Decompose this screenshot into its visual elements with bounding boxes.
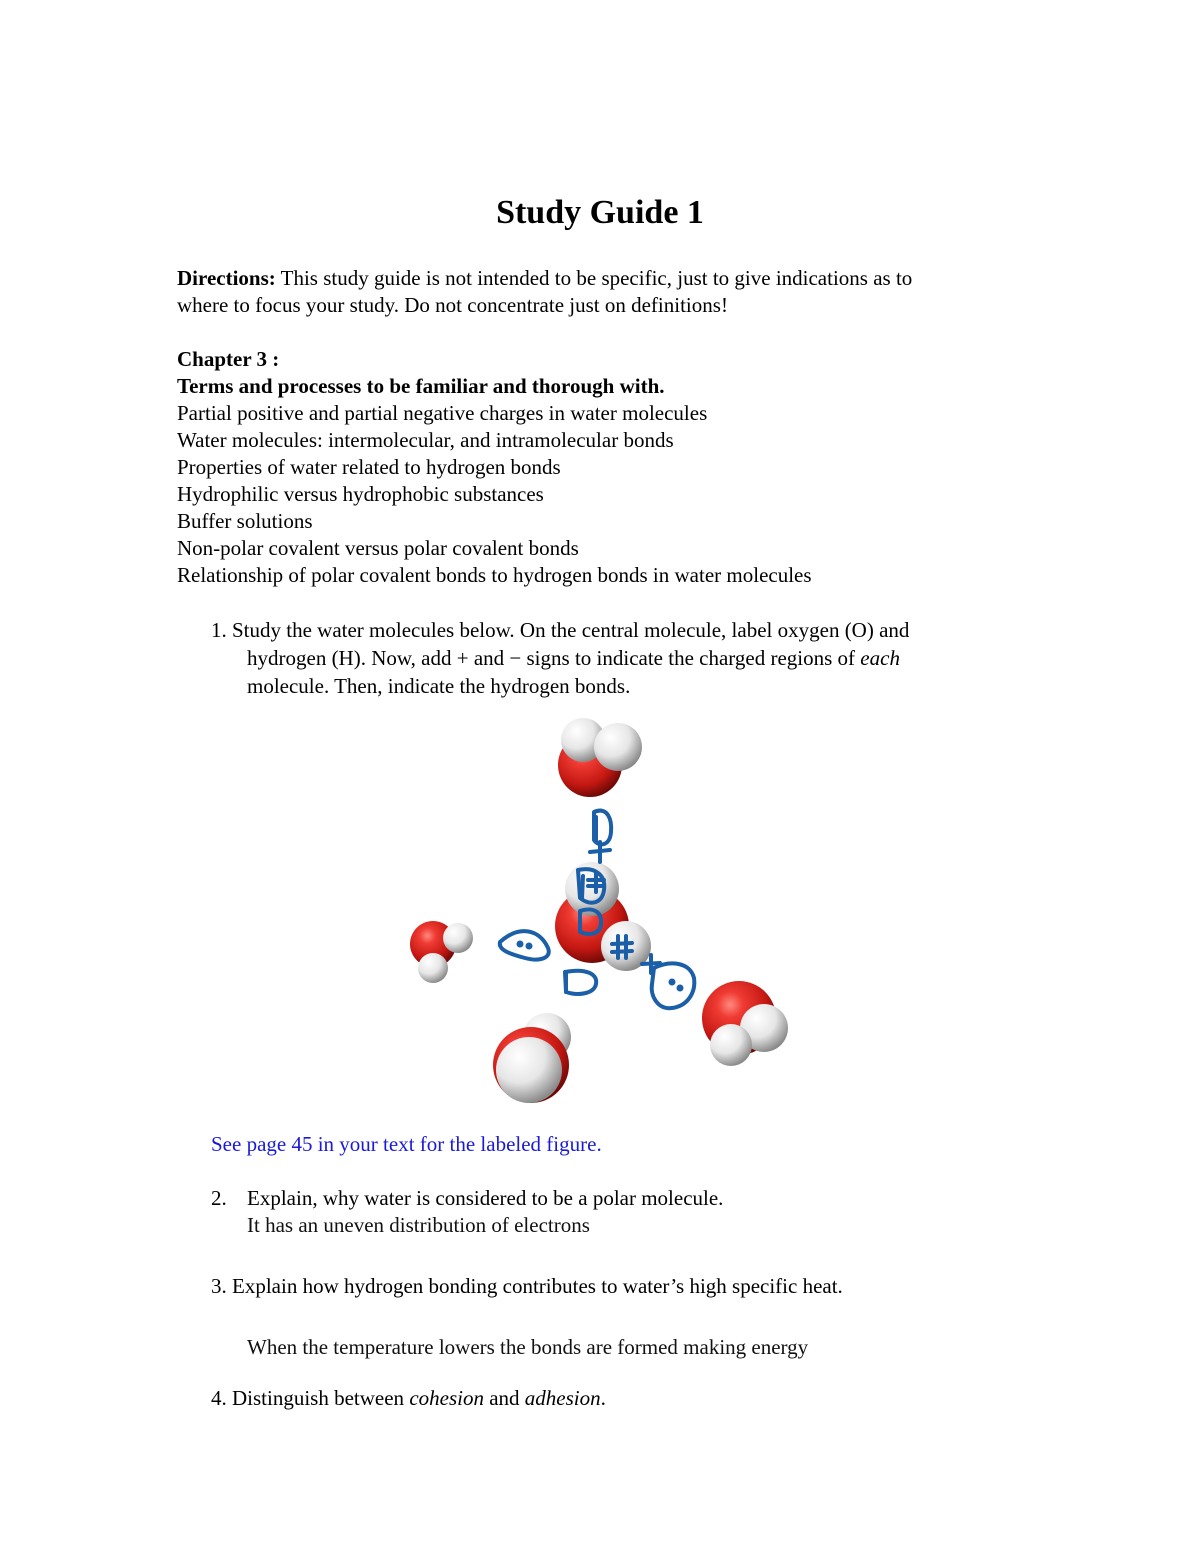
ink-mark xyxy=(519,943,522,946)
question-4-prefix: 4. Distinguish between xyxy=(211,1386,410,1410)
term-item: Partial positive and partial negative charges in water molecules xyxy=(177,401,708,425)
question-4-term-adhesion: adhesion xyxy=(524,1386,601,1410)
hydrogen-atom xyxy=(418,953,448,983)
question-1-line-3: molecule. Then, indicate the hydrogen bonds. xyxy=(247,674,631,698)
page-title: Study Guide 1 xyxy=(496,194,704,231)
ink-mark xyxy=(679,987,682,990)
ink-mark xyxy=(652,963,695,1008)
hydrogen-atom xyxy=(496,1037,562,1103)
ink-mark xyxy=(565,971,596,994)
term-item: Water molecules: intermolecular, and intramolecular bonds xyxy=(177,428,674,452)
directions-text-1: This study guide is not intended to be specific, just to give indications as to xyxy=(275,266,913,290)
water-molecule-bottom xyxy=(493,1013,571,1103)
term-item: Relationship of polar covalent bonds to hydrogen bonds in water molecules xyxy=(177,563,812,587)
question-4-term-cohesion: cohesion xyxy=(409,1386,484,1410)
directions-line-2: where to focus your study. Do not concentrate just on definitions! xyxy=(177,293,728,317)
figure-reference-note: See page 45 in your text for the labeled figure. xyxy=(211,1132,602,1156)
water-molecule-right xyxy=(702,981,788,1066)
water-molecule-top xyxy=(558,718,642,797)
ink-mark xyxy=(582,876,583,898)
question-4-text xyxy=(211,1385,606,1412)
question-4-middle: and xyxy=(483,1386,525,1410)
question-3-text: 3. Explain how hydrogen bonding contributes to water’s high specific heat. xyxy=(211,1274,843,1298)
water-molecule-left xyxy=(410,921,473,983)
question-2-number: 2. xyxy=(211,1186,227,1210)
question-2-answer: It has an uneven distribution of electrons xyxy=(247,1213,590,1237)
question-1-number: 1. xyxy=(211,618,227,642)
hydrogen-atom xyxy=(443,923,473,953)
hydrogen-atom xyxy=(710,1024,752,1066)
question-2-text: Explain, why water is considered to be a polar molecule. xyxy=(247,1186,724,1210)
ink-mark xyxy=(500,931,549,959)
term-item: Non-polar covalent versus polar covalent bonds xyxy=(177,536,579,560)
ink-mark xyxy=(590,842,610,862)
ink-mark xyxy=(671,981,674,984)
chapter-heading: Chapter 3 : xyxy=(177,347,280,371)
question-1-line-2-text: hydrogen (H). Now, add + and − signs to indicate the charged regions of xyxy=(247,646,861,670)
hydrogen-atom xyxy=(594,723,642,771)
directions-label: Directions: xyxy=(177,266,276,290)
term-item: Hydrophilic versus hydrophobic substances xyxy=(177,482,544,506)
question-3-answer: When the temperature lowers the bonds are formed making energy xyxy=(247,1335,809,1359)
terms-heading: Terms and processes to be familiar and thorough with. xyxy=(177,374,665,398)
question-1-emphasis: each xyxy=(860,646,900,670)
question-4-suffix: . xyxy=(600,1386,606,1410)
term-item: Properties of water related to hydrogen bonds xyxy=(177,455,561,479)
term-item: Buffer solutions xyxy=(177,509,313,533)
question-1-line-1: Study the water molecules below. On the central molecule, label oxygen (O) and xyxy=(232,618,910,642)
ink-mark xyxy=(528,945,531,948)
